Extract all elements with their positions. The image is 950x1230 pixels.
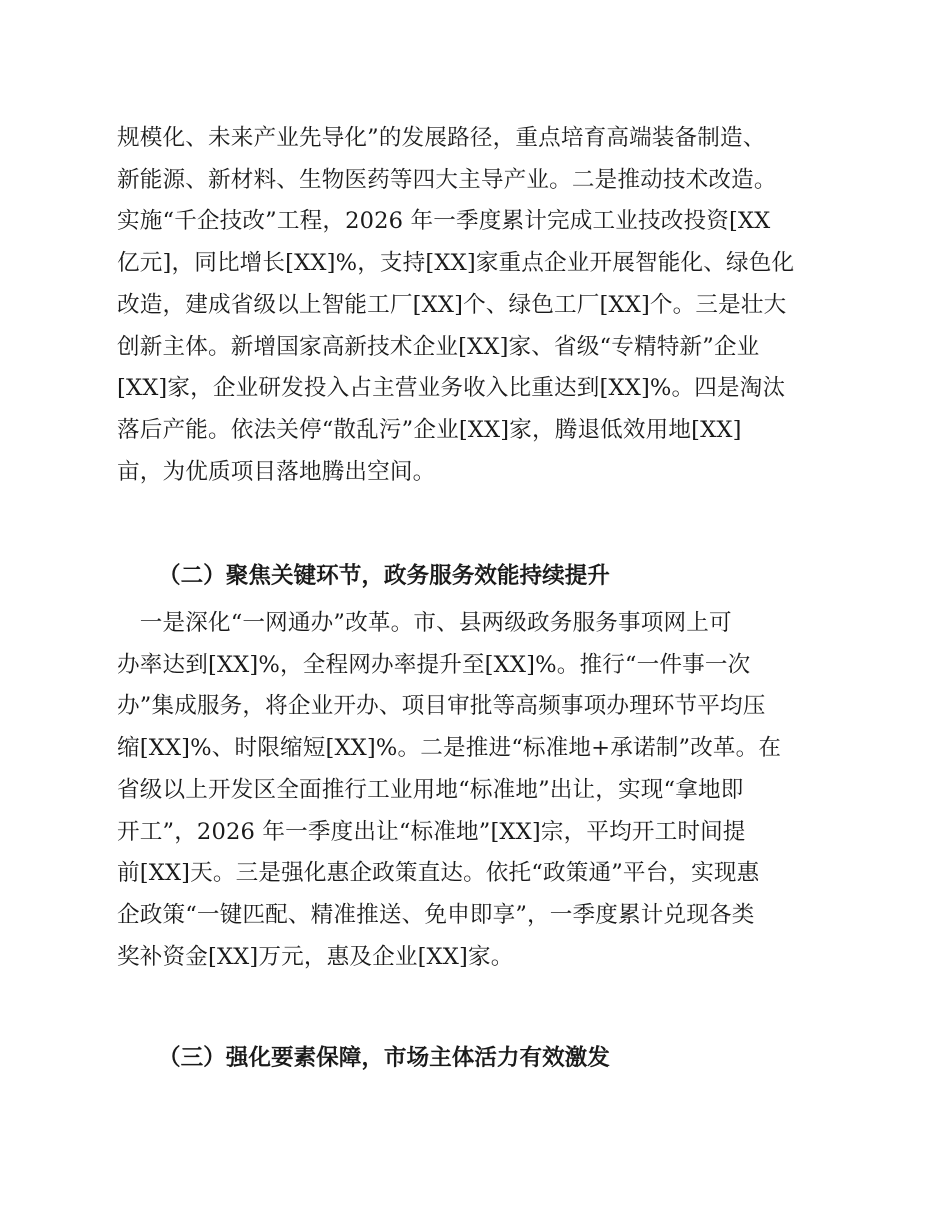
- section-heading-3: （三）强化要素保障，市场主体活力有效激发: [158, 1045, 610, 1071]
- text-line: 改造，建成省级以上智能工厂[XX]个、绿色工厂[XX]个。三是壮大: [117, 291, 787, 318]
- text-line: 亩，为优质项目落地腾出空间。: [117, 458, 436, 485]
- text-line: 前[XX]天。三是强化惠企政策直达。依托“政策通”平台，实现惠: [117, 860, 760, 887]
- text-line: 缩[XX]%、时限缩短[XX]%。二是推进“标准地+承诺制”改革。在: [117, 735, 782, 762]
- text-line: 企政策“一键匹配、精准推送、免申即享”，一季度累计兑现各类: [117, 901, 755, 928]
- text-line: 办”集成服务，将企业开办、项目审批等高频事项办理环节平均压: [117, 693, 766, 720]
- paragraph-government-services: [117, 603, 837, 978]
- text-line: 亿元]，同比增长[XX]%，支持[XX]家重点企业开展智能化、绿色化: [117, 250, 795, 277]
- text-line: 落后产能。依法关停“散乱污”企业[XX]家，腾退低效用地[XX]: [117, 416, 742, 443]
- text-line: 办率达到[XX]%，全程网办率提升至[XX]%。推行“一件事一次: [117, 651, 751, 678]
- text-line: 开工”，2026 年一季度出让“标准地”[XX]宗，平均开工时间提: [117, 818, 746, 845]
- text-line: 一是深化“一网通办”改革。市、县两级政务服务事项网上可: [117, 610, 732, 636]
- section-heading-2: （二）聚焦关键环节，政务服务效能持续提升: [158, 563, 610, 589]
- paragraph-industry-development: [117, 118, 837, 493]
- text-line: 省级以上开发区全面推行工业用地“标准地”出让，实现“拿地即: [117, 776, 744, 803]
- text-line: 奖补资金[XX]万元，惠及企业[XX]家。: [117, 943, 514, 970]
- text-line: 规模化、未来产业先导化”的发展路径，重点培育高端装备制造、: [117, 125, 766, 151]
- text-line: 新能源、新材料、生物医药等四大主导产业。二是推动技术改造。: [117, 166, 777, 193]
- text-line: 创新主体。新增国家高新技术企业[XX]家、省级“专精特新”企业: [117, 333, 760, 360]
- text-line: 实施“千企技改”工程，2026 年一季度累计完成工业技改投资[XX: [117, 208, 771, 235]
- text-line: [XX]家，企业研发投入占主营业务收入比重达到[XX]%。四是淘汰: [117, 375, 786, 402]
